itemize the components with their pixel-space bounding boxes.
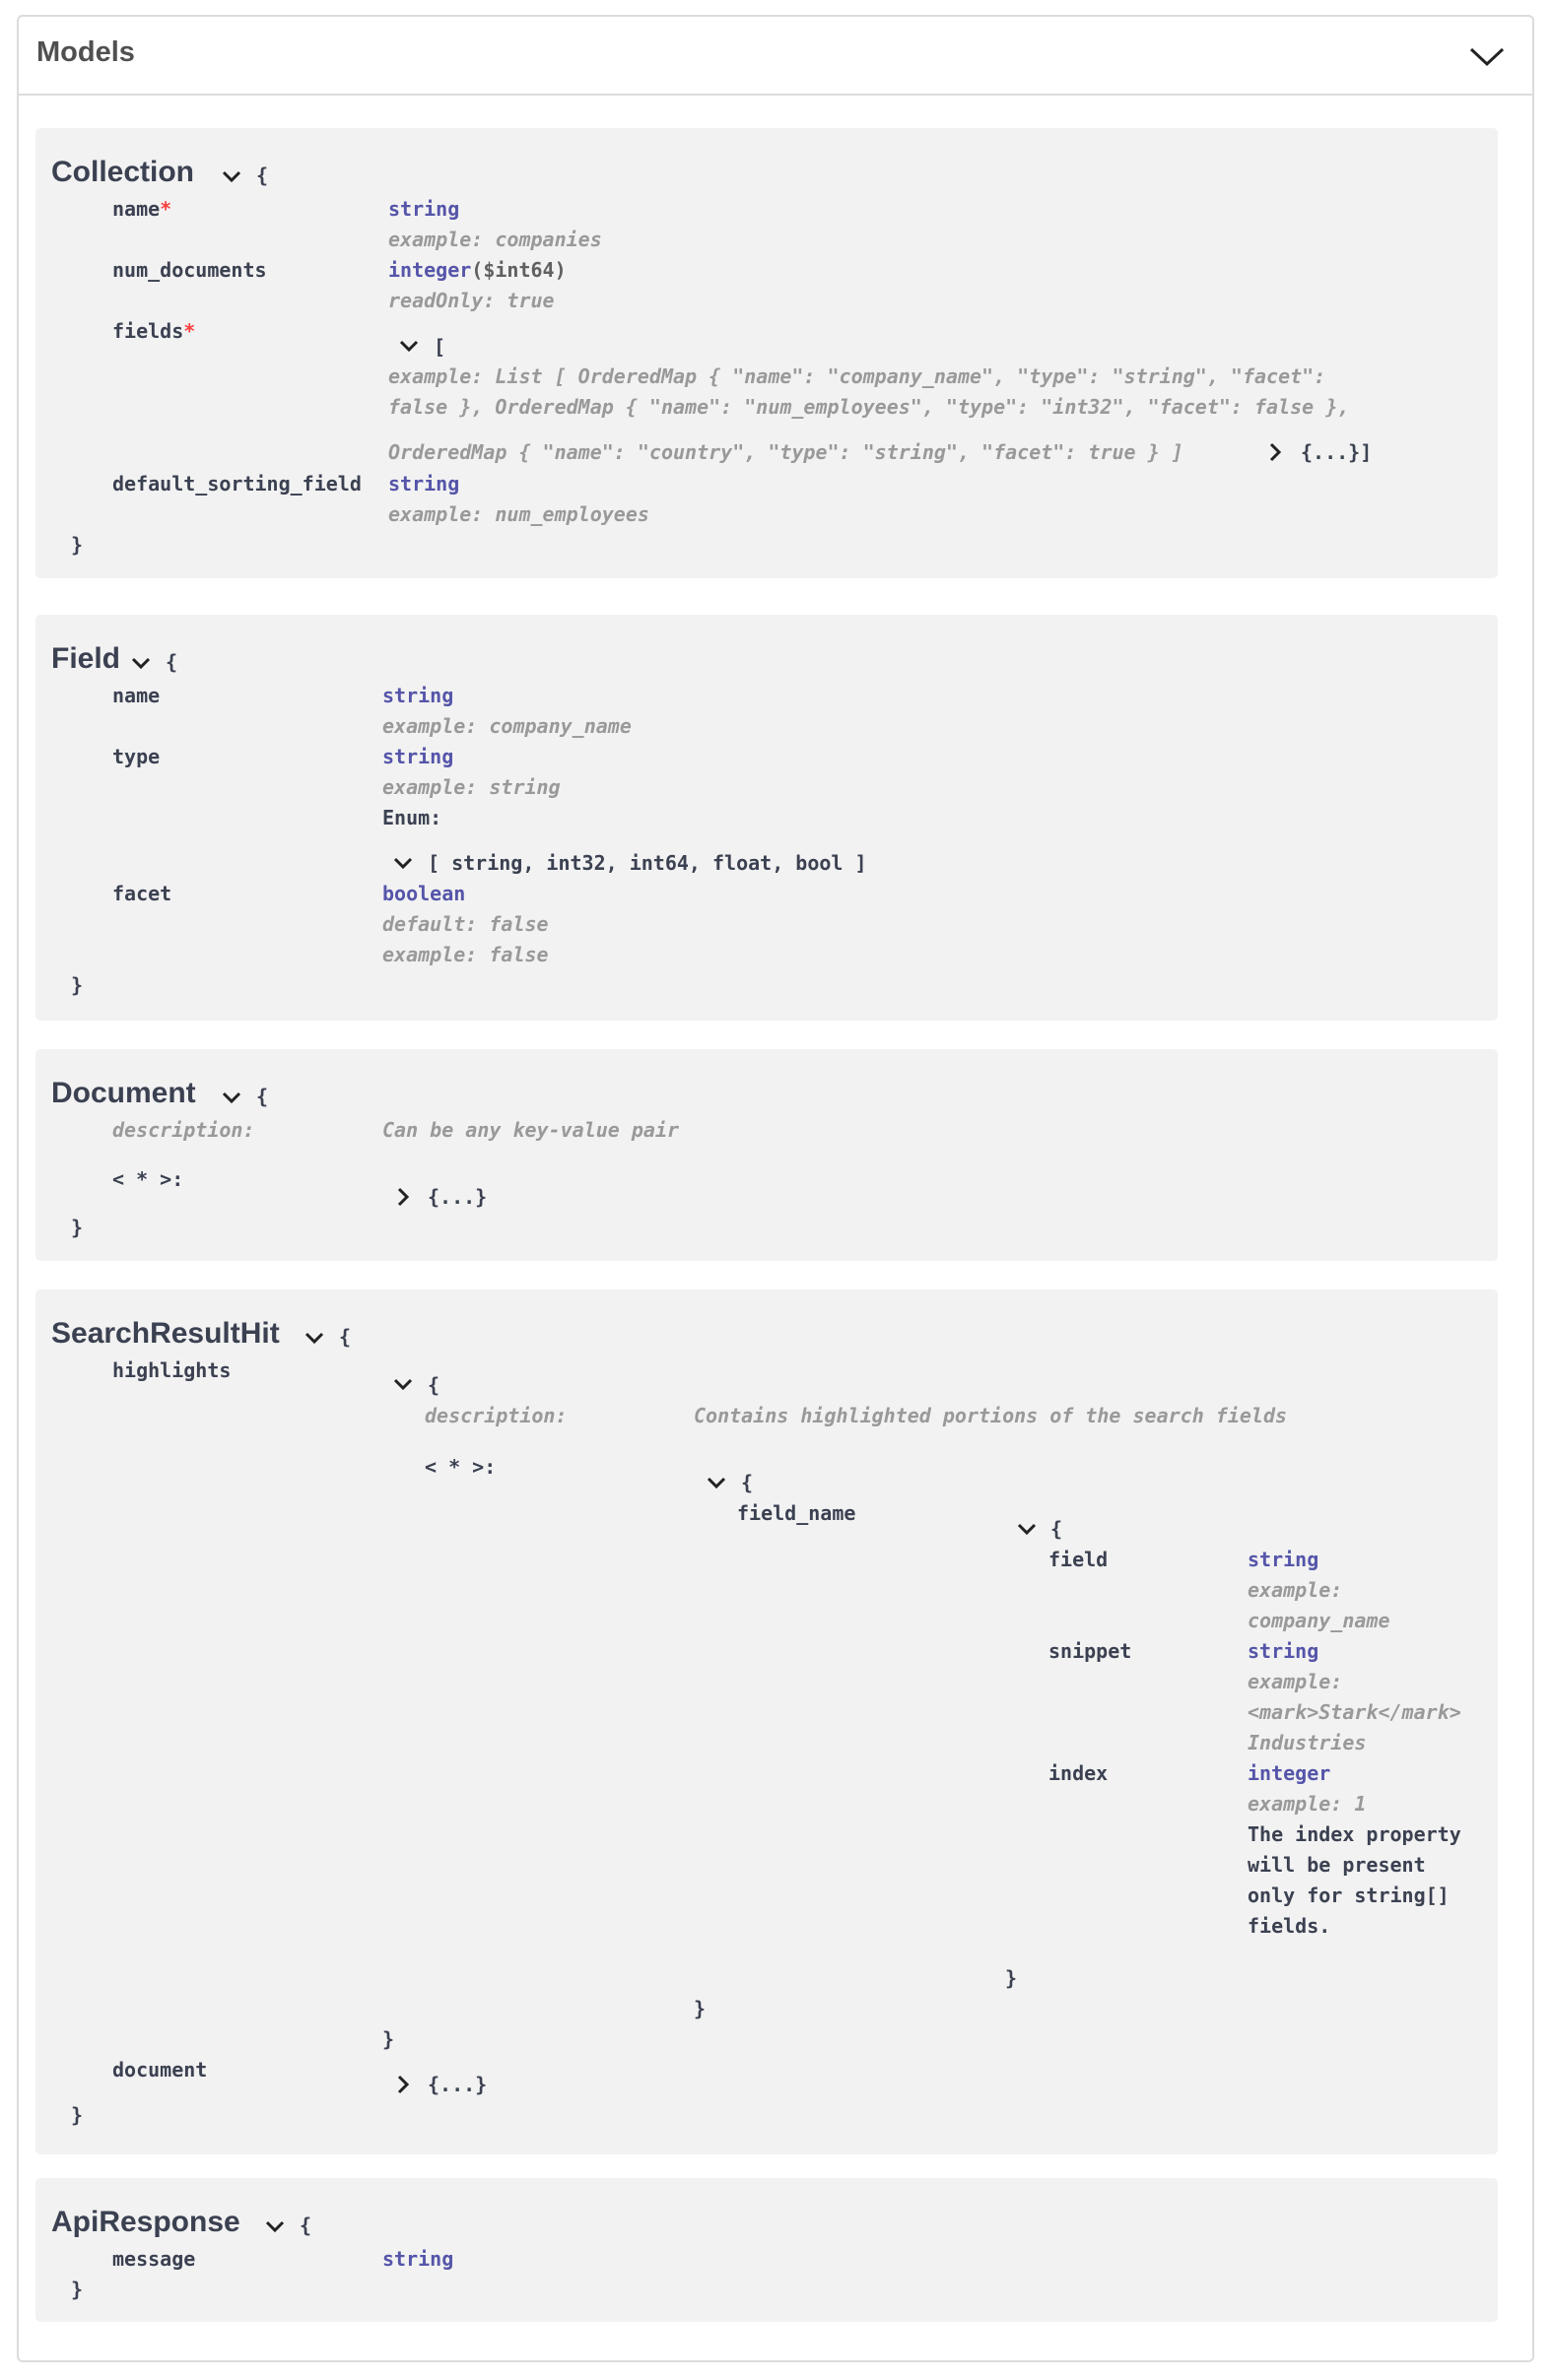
property-name: message xyxy=(112,2247,196,2271)
property-example: example: companies xyxy=(388,228,602,251)
close-brace: } xyxy=(71,1216,84,1239)
chevron-down-icon[interactable] xyxy=(392,1373,414,1395)
property-description: will be present xyxy=(1248,1853,1426,1877)
required-marker: * xyxy=(160,197,172,221)
chevron-down-icon[interactable] xyxy=(1467,39,1507,73)
property-example: false }, OrderedMap { "name": "num_employees", "type": "int32", "facet": false }, xyxy=(388,395,1350,419)
property-example: OrderedMap { "name": "country", "type": "string", "facet": true } ] xyxy=(388,440,1183,464)
model-title[interactable]: ApiResponse xyxy=(51,2206,240,2238)
chevron-down-icon[interactable] xyxy=(1016,1518,1038,1540)
property-type: string xyxy=(1248,1548,1319,1571)
property-name: default_sorting_field xyxy=(112,472,362,496)
property-name: field_name xyxy=(737,1501,856,1525)
collapsed-object[interactable]: {...} xyxy=(428,2073,488,2096)
required-marker: * xyxy=(183,319,196,343)
open-brace: { xyxy=(300,2214,312,2237)
property-type: integer xyxy=(1248,1761,1331,1785)
property-type: string xyxy=(382,745,454,768)
property-name: field xyxy=(1048,1548,1109,1571)
property-name: type xyxy=(112,745,161,768)
model-api-response xyxy=(35,2178,1498,2322)
property-default: default: false xyxy=(382,912,549,936)
property-name: facet xyxy=(112,882,172,905)
model-title[interactable]: SearchResultHit xyxy=(51,1317,280,1350)
chevron-down-icon[interactable] xyxy=(392,852,414,874)
property-type: string xyxy=(382,684,454,707)
property-example: <mark>Stark</mark> xyxy=(1248,1700,1461,1724)
enum-values: [ string, int32, int64, float, bool ] xyxy=(428,851,867,875)
models-title: Models xyxy=(36,36,135,68)
property-example: example: string xyxy=(382,775,561,799)
collapsed-object[interactable]: {...} xyxy=(428,1185,488,1209)
close-brace: } xyxy=(71,533,84,557)
chevron-right-icon[interactable] xyxy=(392,1186,414,1208)
property-example: example: 1 xyxy=(1248,1792,1367,1816)
chevron-down-icon[interactable] xyxy=(264,2215,286,2237)
model-document xyxy=(35,1049,1498,1261)
collapsed-object[interactable]: {...}] xyxy=(1301,440,1373,464)
enum-label: Enum: xyxy=(382,806,442,829)
model-field xyxy=(35,615,1498,1021)
property-example: example: xyxy=(1248,1578,1343,1602)
models-header[interactable] xyxy=(19,17,1532,96)
property-name: num_documents xyxy=(112,258,267,282)
chevron-down-icon[interactable] xyxy=(221,165,242,187)
property-type: boolean xyxy=(382,882,466,905)
description-label: description: xyxy=(425,1404,568,1427)
close-brace: } xyxy=(1005,1966,1018,1990)
chevron-down-icon[interactable] xyxy=(304,1327,325,1349)
property-type: string xyxy=(388,472,460,496)
property-type: string xyxy=(388,197,460,221)
property-type: string xyxy=(382,2247,454,2271)
property-type: string xyxy=(1248,1639,1319,1663)
open-brace: { xyxy=(1050,1517,1063,1541)
model-title[interactable]: Collection xyxy=(51,156,195,188)
description-value: Can be any key-value pair xyxy=(382,1118,680,1142)
model-title[interactable]: Field xyxy=(51,642,121,675)
additional-properties-label: < * >: xyxy=(425,1455,497,1479)
property-example: example: num_employees xyxy=(388,502,649,526)
model-collection xyxy=(35,128,1498,578)
property-example: example: xyxy=(1248,1670,1343,1693)
property-type: integer($int64) xyxy=(388,258,567,282)
close-brace: } xyxy=(382,2027,395,2051)
property-name: document xyxy=(112,2058,208,2082)
close-brace: } xyxy=(694,1997,707,2020)
model-title[interactable]: Document xyxy=(51,1077,196,1109)
property-name: highlights xyxy=(112,1358,232,1382)
chevron-down-icon[interactable] xyxy=(221,1087,242,1108)
chevron-right-icon[interactable] xyxy=(392,2074,414,2095)
close-brace: } xyxy=(71,2103,84,2127)
chevron-down-icon[interactable] xyxy=(398,335,420,357)
property-example: company_name xyxy=(1248,1609,1390,1632)
chevron-right-icon[interactable] xyxy=(1264,441,1286,463)
property-example: Industries xyxy=(1248,1731,1367,1754)
property-description: fields. xyxy=(1248,1914,1331,1938)
property-readonly: readOnly: true xyxy=(388,289,555,312)
close-brace: } xyxy=(71,2278,84,2301)
array-open-bracket: [ xyxy=(434,335,446,359)
model-search-result-hit xyxy=(35,1289,1498,2154)
property-name: name xyxy=(112,684,161,707)
open-brace: { xyxy=(256,1085,269,1108)
property-name: fields* xyxy=(112,319,196,343)
open-brace: { xyxy=(428,1373,440,1397)
property-example: example: company_name xyxy=(382,714,632,738)
open-brace: { xyxy=(741,1471,754,1494)
property-name: snippet xyxy=(1048,1639,1132,1663)
property-example: example: List [ OrderedMap { "name": "company_name", "type": "string", "facet": xyxy=(388,364,1326,388)
open-brace: { xyxy=(256,164,269,187)
description-label: description: xyxy=(112,1118,255,1142)
close-brace: } xyxy=(71,973,84,997)
open-brace: { xyxy=(339,1325,352,1349)
property-description: The index property xyxy=(1248,1822,1461,1846)
description-value: Contains highlighted portions of the search fields xyxy=(694,1404,1288,1427)
open-brace: { xyxy=(166,650,178,674)
property-name: index xyxy=(1048,1761,1109,1785)
additional-properties-label: < * >: xyxy=(112,1167,184,1191)
property-example: example: false xyxy=(382,943,549,966)
property-name: name* xyxy=(112,197,172,221)
chevron-down-icon[interactable] xyxy=(706,1472,727,1493)
chevron-down-icon[interactable] xyxy=(130,652,152,674)
property-description: only for string[] xyxy=(1248,1884,1450,1907)
